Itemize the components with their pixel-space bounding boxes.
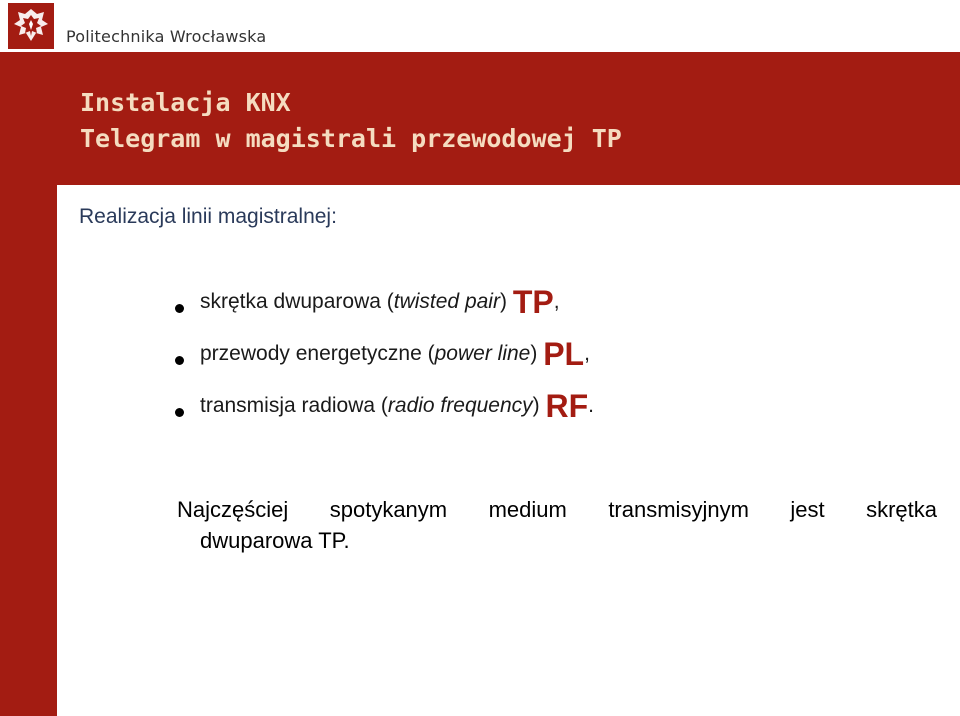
bullet-text [200,386,540,426]
section-heading: Realizacja linii magistralnej: [79,205,337,228]
acronym: PL [543,336,585,372]
bullet-text [200,334,537,374]
university-name: Politechnika Wrocławska [66,27,267,46]
bullet-text-plain: przewody energetyczne ( [200,342,435,365]
list-item [170,282,594,334]
bullet-text-plain: skrętka dwuparowa ( [200,290,394,313]
bullet-text-italic: twisted pair [393,290,500,313]
punctuation: , [553,290,560,313]
bullet-text-italic: radio frequency [387,394,533,417]
summary-paragraph [177,494,937,556]
bullet-text-plain: ) [532,394,540,417]
paragraph-line: Najczęściej spotykanym medium transmisyjnym jest skrętka [177,497,937,522]
slide-subtitle-title: Telegram w magistrali przewodowej TP [80,124,622,153]
bullet-list [170,282,594,438]
acronym: RF [545,388,589,424]
list-item [170,386,594,438]
bullet-text [200,282,507,322]
bullet-text-plain: ) [499,290,507,313]
list-item [170,334,594,386]
bullet-icon [175,304,184,313]
eagle-crest-icon [8,3,54,49]
paragraph-line: dwuparowa TP. [200,528,350,553]
title-band [57,52,960,185]
bullet-text-plain: transmisja radiowa ( [200,394,388,417]
header [0,0,960,52]
slide-title: Instalacja KNX [80,88,291,117]
punctuation: . [588,394,595,417]
left-accent-bar [0,52,57,716]
bullet-icon [175,408,184,417]
bullet-text-italic: power line [434,342,531,365]
punctuation: , [584,342,590,365]
acronym: TP [512,284,554,320]
bullet-text-plain: ) [530,342,538,365]
bullet-icon [175,356,184,365]
